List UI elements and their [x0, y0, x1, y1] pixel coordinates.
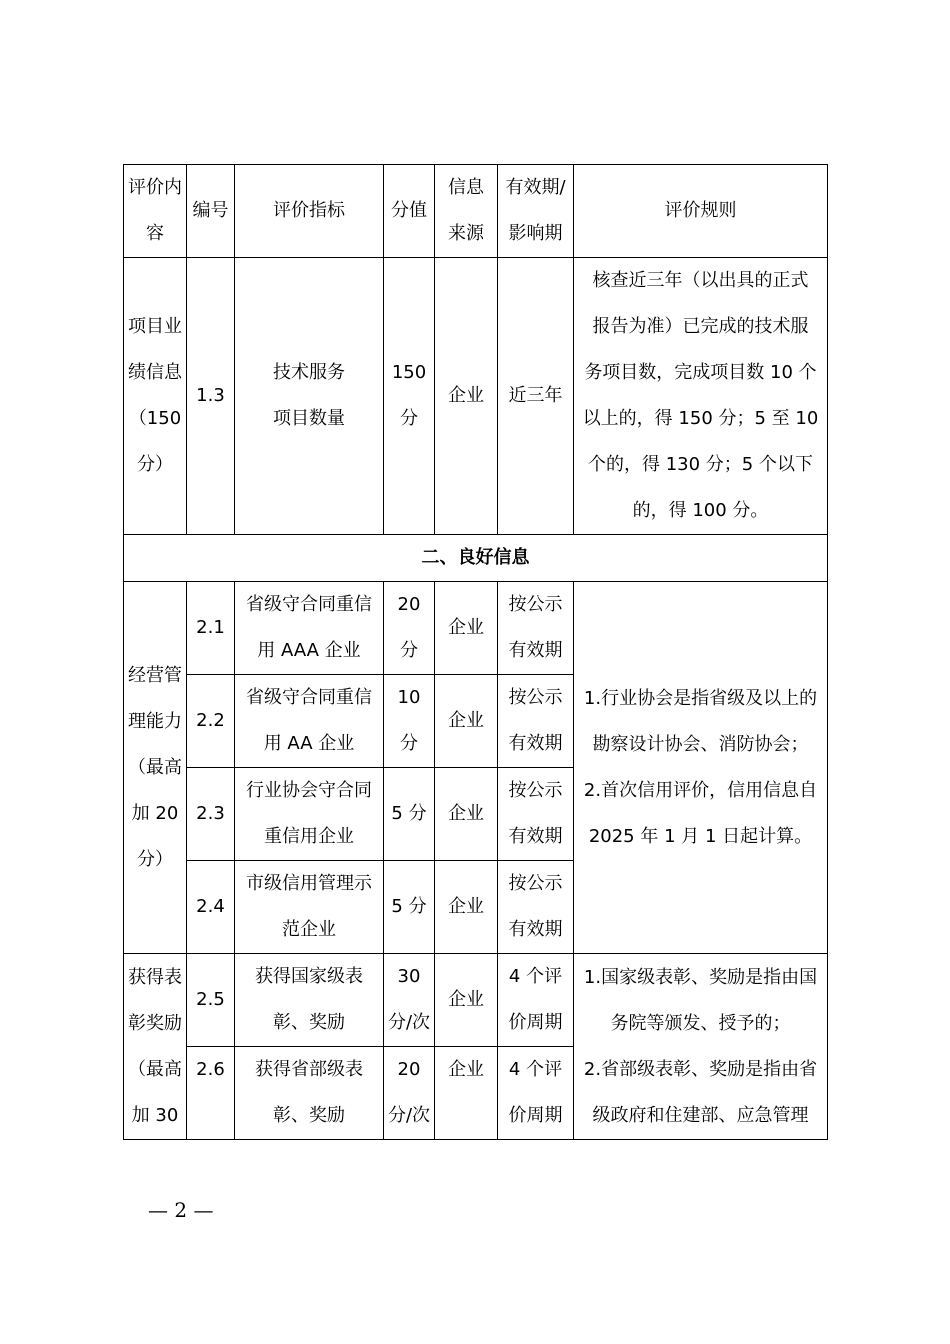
row13-score: 150 分 [384, 258, 435, 535]
row25-validity: 4 个评 价周期 [498, 954, 574, 1047]
group-mgmt-content: 经营管 理能力 （最高 加 20 分） [124, 582, 187, 954]
row23-indicator: 行业协会守合同 重信用企业 [235, 768, 384, 861]
row13-indicator: 技术服务 项目数量 [235, 258, 384, 535]
row24-source: 企业 [435, 861, 498, 954]
row23-validity: 按公示 有效期 [498, 768, 574, 861]
section-title: 二、良好信息 [124, 535, 828, 582]
row26-source: 企业 [435, 1047, 498, 1140]
row24-score: 5 分 [384, 861, 435, 954]
row21-validity: 按公示 有效期 [498, 582, 574, 675]
header-content: 评价内 容 [124, 165, 187, 258]
row25-indicator: 获得国家级表 彰、奖励 [235, 954, 384, 1047]
row22-code: 2.2 [187, 675, 235, 768]
header-score: 分值 [384, 165, 435, 258]
row21-score: 20 分 [384, 582, 435, 675]
table-row [124, 582, 828, 675]
group-mgmt-rule: 1.行业协会是指省级及以上的 勘察设计协会、消防协会； 2.首次信用评价，信用信息自 2025 年 1 月 1 日起计算。 [574, 582, 828, 954]
row26-validity: 4 个评 价周期 [498, 1047, 574, 1140]
row13-source: 企业 [435, 258, 498, 535]
group-award-rule: 1.国家级表彰、奖励是指由国 务院等颁发、授予的； 2.省部级表彰、奖励是指由省 级政府和住建部、应急管理 [574, 954, 828, 1140]
section-row [124, 535, 828, 582]
row25-code: 2.5 [187, 954, 235, 1047]
row23-source: 企业 [435, 768, 498, 861]
row26-code: 2.6 [187, 1047, 235, 1140]
row21-code: 2.1 [187, 582, 235, 675]
table-row [124, 258, 828, 535]
header-code: 编号 [187, 165, 235, 258]
header-rule: 评价规则 [574, 165, 828, 258]
evaluation-table [123, 164, 828, 1140]
table-header-row [124, 165, 828, 258]
header-source: 信息 来源 [435, 165, 498, 258]
row26-score: 20 分/次 [384, 1047, 435, 1140]
row13-validity: 近三年 [498, 258, 574, 535]
group-award-content: 获得表 彰奖励 （最高 加 30 [124, 954, 187, 1140]
row21-indicator: 省级守合同重信 用 AAA 企业 [235, 582, 384, 675]
row22-indicator: 省级守合同重信 用 AA 企业 [235, 675, 384, 768]
header-validity: 有效期/ 影响期 [498, 165, 574, 258]
row23-code: 2.3 [187, 768, 235, 861]
row25-score: 30 分/次 [384, 954, 435, 1047]
row24-code: 2.4 [187, 861, 235, 954]
row26-indicator: 获得省部级表 彰、奖励 [235, 1047, 384, 1140]
row22-source: 企业 [435, 675, 498, 768]
table-row [124, 954, 828, 1047]
row24-indicator: 市级信用管理示 范企业 [235, 861, 384, 954]
row21-source: 企业 [435, 582, 498, 675]
row13-content: 项目业 绩信息 （150 分） [124, 258, 187, 535]
row22-score: 10 分 [384, 675, 435, 768]
header-indicator: 评价指标 [235, 165, 384, 258]
row13-code: 1.3 [187, 258, 235, 535]
row23-score: 5 分 [384, 768, 435, 861]
row22-validity: 按公示 有效期 [498, 675, 574, 768]
row25-source: 企业 [435, 954, 498, 1047]
page-number: — 2 — [148, 1198, 214, 1222]
row13-rule: 核查近三年（以出具的正式 报告为准）已完成的技术服 务项目数，完成项目数 10 个 以上的，得 150 分；5 至 10 个的，得 130 分；5 个以下 的，得 100 分。 [574, 258, 828, 535]
row24-validity: 按公示 有效期 [498, 861, 574, 954]
